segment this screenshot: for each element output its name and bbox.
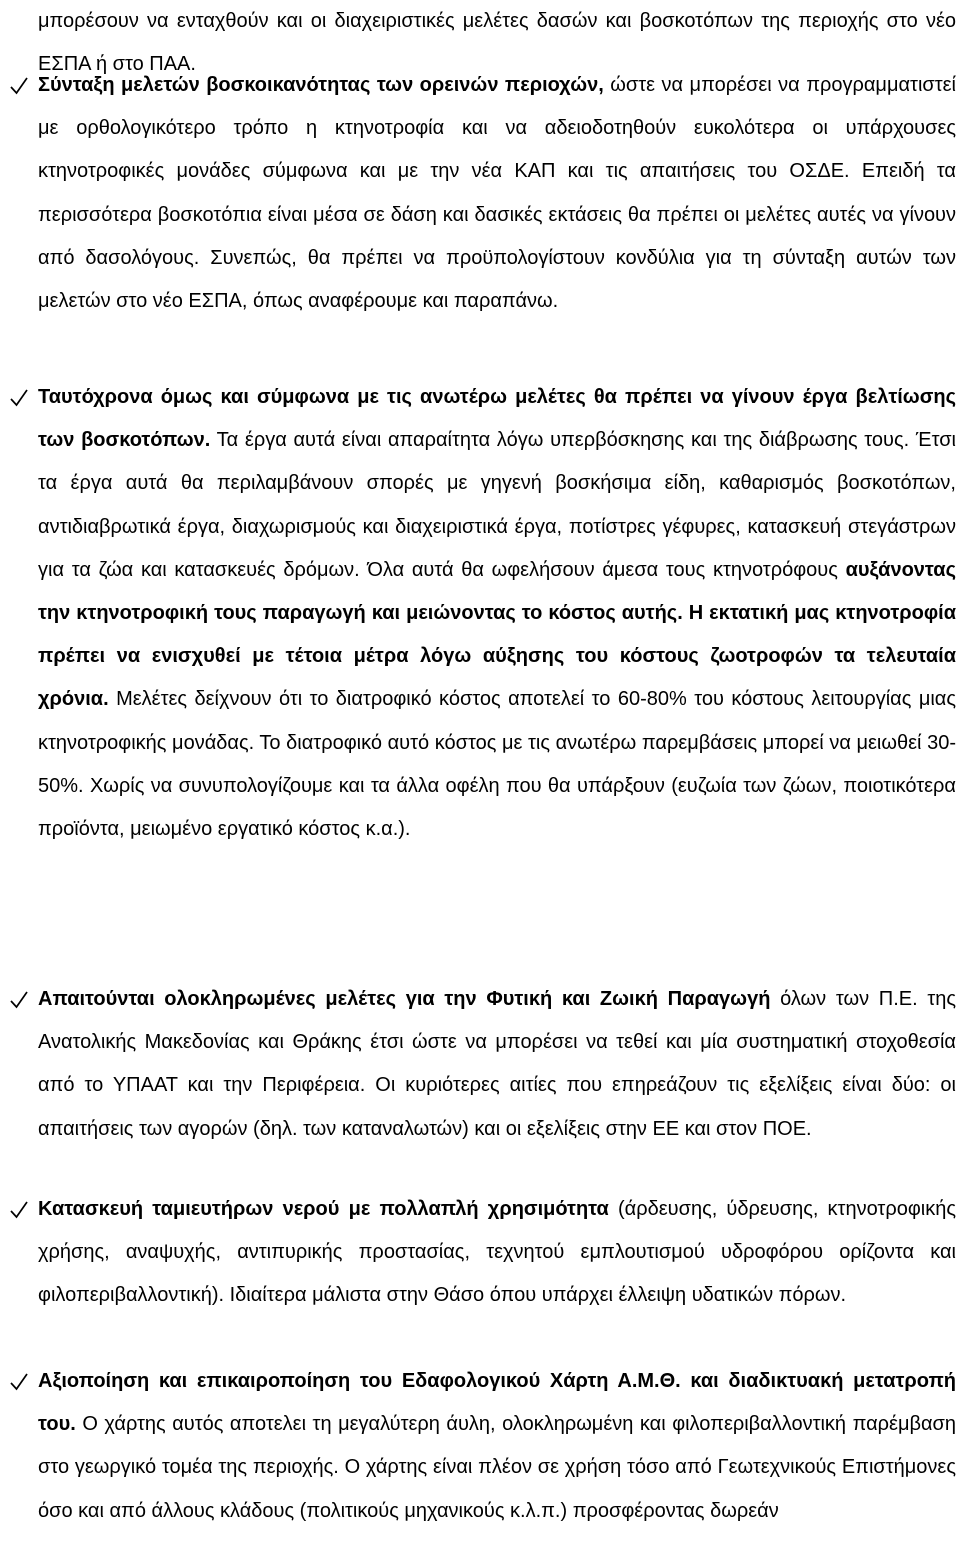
bullet-5-text: Ο χάρτης αυτός αποτελει τη μεγαλύτερη άυλη, ολοκληρωμένη και φιλοπεριβαλλοντική παρέμβαση στο γεωργικό τομέα της περιοχής. Ο χάρτης είναι πλέον σε χρήση τόσο από Γεωτεχνικούς Επιστήμονες όσο και από άλλους κλάδους (πολιτικούς μηχανικούς κ.λ.π.) προσφέροντας δωρεάν: [38, 1413, 956, 1522]
bullet-5-bold: Αξιοποίηση και επικαιροποίηση του Εδαφολογικού Χάρτη Α.Μ.Θ. και διαδικτυακή μετατροπή του.: [38, 1370, 956, 1436]
bullet-2-text: Τα έργα αυτά είναι απαραίτητα λόγω υπερβόσκησης και της διάβρωσης τους. Έτσι τα έργα αυτά θα περιλαμβάνουν σπορές με γηγενή βοσκήσιμα είδη, καθαρισμός βοσκοτόπων, αντιδιαβρωτικά έργα, διαχωρισμούς και διαχειριστικά έργα, ποτίστρες γέφυρες, κατασκευή στεγάστρων για τα ζώα και κατασκευές δρόμων. Όλα αυτά θα ωφελήσουν άμεσα τους κτηνοτρόφους: [38, 429, 956, 581]
bullet-2-text-2: Μελέτες δείχνουν ότι το διατροφικό κόστος αποτελεί το 60-80% του κόστους λειτουργίας μιας κτηνοτροφικής μονάδας. Το διατροφικό αυτό κόστος με τις ανωτέρω παρεμβάσεις μπορεί να μειωθεί 30-50%. Χωρίς να συνυπολογίζουμε και τα άλλα οφέλη που θα υπάρξουν (ευζωία των ζώων, ποιοτικότερα προϊόντα, μειωμένο εργατικό κόστος κ.α.).: [38, 688, 956, 841]
bullet-item-4: [38, 1188, 956, 1318]
checkmark-icon: [8, 1360, 30, 1403]
bullet-item-5: [38, 1360, 956, 1533]
bullet-1-bold: Σύνταξη μελετών βοσκοικανότητας των ορεινών περιοχών,: [38, 74, 604, 96]
bullet-item-1: [38, 64, 956, 323]
bullet-2-bold-2: αυξάνοντας την κτηνοτροφική τους παραγωγή και μειώνοντας το κόστος αυτής. Η εκτατική μας κτηνοτροφία πρέπει να ενισχυθεί με τέτοια μέτρα λόγω αύξησης του κόστους ζωοτροφών τα τελευταία χρόνια.: [38, 558, 956, 711]
bullet-item-3: [38, 978, 956, 1151]
checkmark-icon: [8, 376, 30, 419]
bullet-4-text: (άρδευσης, ύδρευσης, κτηνοτροφικής χρήσης, αναψυχής, αντιπυρικής προστασίας, τεχνητού εμπλουτισμού υδροφόρου ορίζοντα και φιλοπεριβαλλοντική). Ιδιαίτερα μάλιστα στην Θάσο όπου υπάρχει έλλειψη υδατικών πόρων.: [38, 1198, 956, 1307]
bullet-4-bold: Κατασκευή ταμιευτήρων νερού με πολλαπλή χρησιμότητα: [38, 1198, 609, 1220]
checkmark-icon: [8, 978, 30, 1021]
bullet-item-2: [38, 376, 956, 851]
bullet-1-text: ώστε να μπορέσει να προγραμματιστεί με ορθολογικότερο τρόπο η κτηνοτροφία και να αδειοδοτηθούν ευκολότερα οι υπάρχουσες κτηνοτροφικές μονάδες σύμφωνα και με την νέα ΚΑΠ και τις απαιτήσεις του ΟΣΔΕ. Επειδή τα περισσότερα βοσκοτόπια είναι μέσα σε δάση και δασικές εκτάσεις θα πρέπει οι μελέτες αυτές να γίνουν από δασολόγους. Συνεπώς, θα πρέπει να προϋπολογίστουν κονδύλια για τη σύνταξη αυτών των μελετών στο νέο ΕΣΠΑ, όπως αναφέρουμε και παραπάνω.: [38, 74, 956, 313]
checkmark-icon: [8, 1188, 30, 1231]
intro-paragraph: μπορέσουν να ενταχθούν και οι διαχειριστικές μελέτες δασών και βοσκοτόπων της περιοχής στο νέο ΕΣΠΑ ή στο ΠΑΑ.: [38, 10, 956, 76]
checkmark-icon: [8, 64, 30, 107]
bullet-3-bold: Απαιτούνται ολοκληρωμένες μελέτες για την Φυτική και Ζωική Παραγωγή: [38, 988, 771, 1010]
bullet-3-text: όλων των Π.Ε. της Ανατολικής Μακεδονίας και Θράκης έτσι ώστε να μπορέσει να τεθεί και μία συστηματική στοχοθεσία από το ΥΠΑΑΤ και την Περιφέρεια. Οι κυριότερες αιτίες που επηρεάζουν τις εξελίξεις είναι δύο: οι απαιτήσεις των αγορών (δηλ. των καταναλωτών) και οι εξελίξεις στην ΕΕ και στον ΠΟΕ.: [38, 988, 956, 1140]
bullet-2-bold: Ταυτόχρονα όμως και σύμφωνα με τις ανωτέρω μελέτες θα πρέπει να γίνουν έργα βελτίωσης των βοσκοτόπων.: [38, 386, 956, 452]
